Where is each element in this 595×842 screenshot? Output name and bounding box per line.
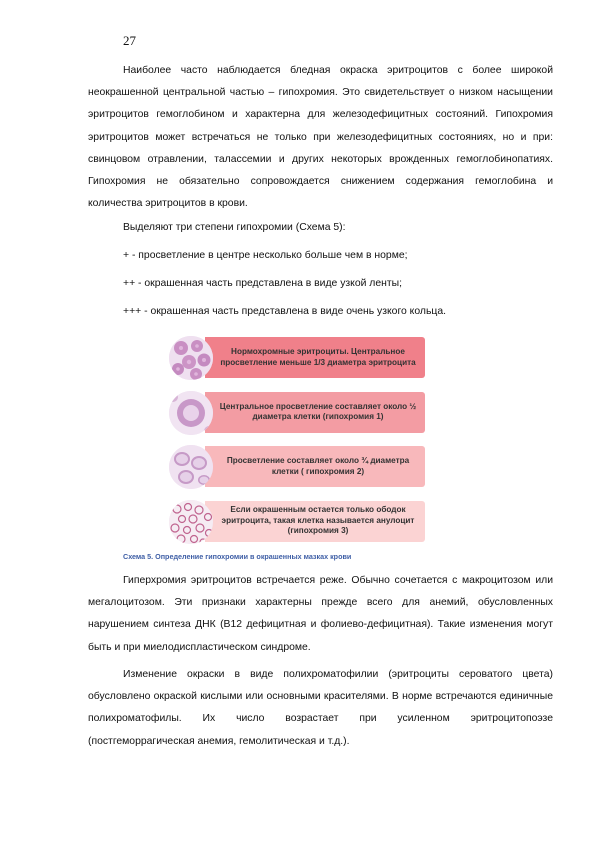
scheme-row-hypochromia-2	[169, 443, 427, 493]
paragraph-hypochromia	[88, 60, 553, 215]
degrees-intro: Выделяют три степени гипохромии (Схема 5):	[123, 222, 346, 233]
paragraph-hyperchromia	[88, 570, 553, 659]
scheme-row-hypochromia-1	[169, 389, 427, 439]
degree-3-item: +++ - окрашенная часть представлена в виде очень узкого кольца.	[123, 306, 446, 317]
scheme-text-hypochromia-1: Центральное просветление составляет около ½ диаметра клетки (гипохромия 1)	[205, 392, 425, 433]
normochromic-cells-image	[169, 336, 213, 380]
hypochromia-1-cell-image	[169, 391, 213, 435]
scheme-text-anulocyte: Если окрашенным остается только ободок эритроцита, такая клетка называется анулоцит (гипохромия 3)	[205, 501, 425, 542]
hypochromia-2-cells-image	[169, 445, 213, 489]
scheme-text-normochromic: Нормохромные эритроциты. Центральное просветление меньше 1/3 диаметра эритроцита	[205, 337, 425, 378]
paragraph-text: Изменение окраски в виде полихроматофилии (эритроциты сероватого цвета) обусловлено окраской кислыми или основными красителями. В норме встречаются единичные полихроматофилы. Их число возрастает при усиленном эритроцитопоэзе (постгеморрагическая анемия, гемолитическая и т.д.).	[88, 669, 553, 747]
scheme-text-hypochromia-2: Просветление составляет около ¾ диаметра клетки ( гипохромия 2)	[205, 446, 425, 487]
paragraph-polychromatophilia	[88, 664, 553, 753]
hypochromia-scheme	[169, 334, 427, 552]
scheme-caption: Схема 5. Определение гипохромии в окрашенных мазках крови	[123, 552, 352, 561]
paragraph-text: Наиболее часто наблюдается бледная окраска эритроцитов с более широкой неокрашенной центральной частью – гипохромия. Это свидетельствует о низком насыщении эритроцитов гемоглобином и характерна для железодефицитных состояний. Гипохромия эритроцитов может встречаться не только при железодефицитных состояниях, но и при: свинцовом отравлении, талассемии и других некоторых врожденных гемоглобинопатиях. Гипохромия не обязательно сопровождается снижением содержания гемоглобина и количества эритроцитов в крови.	[88, 65, 553, 210]
anulocyte-cells-image	[169, 500, 213, 544]
scheme-row-normochromic	[169, 334, 427, 384]
paragraph-text: Гиперхромия эритроцитов встречается реже. Обычно сочетается с макроцитозом или мегалоцитозом. Эти признаки характерны прежде всего для анемий, обусловленных нарушением синтеза ДНК (В12 дефицитная и фолиево-дефицитная). Такие изменения могут быть и при миелодиспластическом синдроме.	[88, 575, 553, 653]
degree-2-item: ++ - окрашенная часть представлена в виде узкой ленты;	[123, 278, 402, 289]
degree-1-item: + - просветление в центре несколько больше чем в норме;	[123, 250, 408, 261]
scheme-row-anulocyte	[169, 498, 427, 548]
page-number: 27	[123, 33, 136, 48]
